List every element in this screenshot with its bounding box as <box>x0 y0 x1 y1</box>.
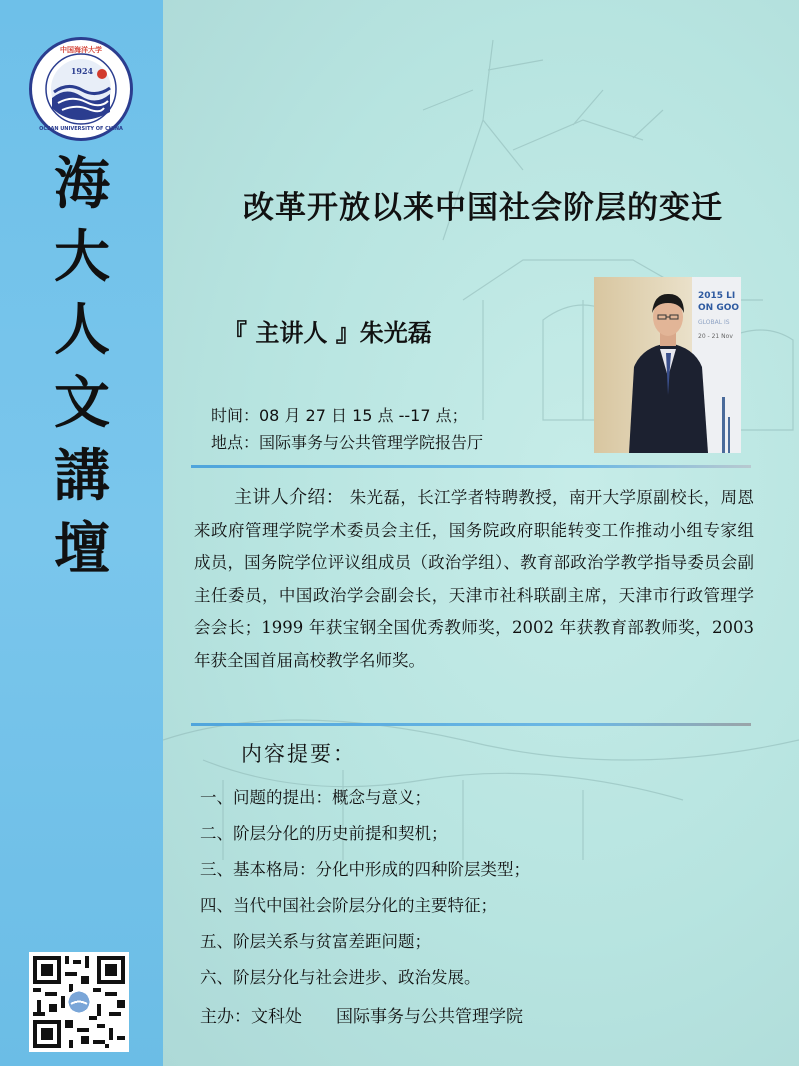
logo-arc-text: 中国海洋大学 <box>60 46 102 54</box>
intro-label: 主讲人介绍： <box>234 487 345 508</box>
speaker-name: 『 主讲人 』朱光磊 <box>223 318 432 347</box>
vertical-char: 壇 <box>54 516 110 582</box>
organizer-label: 主办：文科处 <box>200 1007 302 1027</box>
organizer-second: 国际事务与公共管理学院 <box>336 1007 523 1027</box>
vertical-char: 講 <box>54 443 110 509</box>
speaker-photo <box>594 277 741 453</box>
photo-banner-line4: 20 - 21 Nov <box>698 333 733 340</box>
outline-item: 一、问题的提出：概念与意义； <box>200 788 431 807</box>
event-place: 地点：国际事务与公共管理学院报告厅 <box>211 433 484 452</box>
outline-item: 四、当代中国社会阶层分化的主要特征； <box>200 896 497 915</box>
vertical-char: 大 <box>54 224 110 290</box>
organizer <box>200 1002 523 1027</box>
logo-english-text: OCEAN UNIVERSITY OF CHINA <box>39 126 123 132</box>
speaker-intro <box>194 482 754 677</box>
sidebar <box>0 0 163 1066</box>
outline-item: 三、基本格局：分化中形成的四种阶层类型； <box>200 860 530 879</box>
vertical-char: 海 <box>54 151 110 217</box>
outline-item: 六、阶层分化与社会进步、政治发展。 <box>200 968 481 987</box>
outline-title: 内容提要： <box>241 742 356 766</box>
qr-code-icon <box>29 952 129 1052</box>
photo-banner-line1: 2015 LI <box>698 291 736 301</box>
outline-list <box>200 785 530 1001</box>
logo-year: 1924 <box>70 66 94 76</box>
main-panel <box>163 0 799 1066</box>
speaker-figure-icon <box>594 277 741 453</box>
divider <box>191 465 751 468</box>
event-info <box>211 402 483 456</box>
event-time: 时间：08 月 27 日 15 点 --17 点； <box>211 406 468 425</box>
vertical-char: 人 <box>54 297 110 363</box>
photo-banner-line2: ON GOO <box>698 303 740 313</box>
outline-item: 五、阶层关系与贫富差距问题； <box>200 932 431 951</box>
vertical-char: 文 <box>54 370 110 436</box>
divider <box>191 723 751 726</box>
photo-banner-line3: GLOBAL IS <box>698 319 730 326</box>
lecture-title: 改革开放以来中国社会阶层的变迁 <box>243 190 723 226</box>
qr-code[interactable] <box>29 952 129 1052</box>
intro-text: 朱光磊，长江学者特聘教授，南开大学原副校长，周恩来政府管理学院学术委员会主任，国务院政府职能转变工作推动小组专家组成员，国务院学位评议组成员（政治学组）、教育部政治学教学指导委员会副主任委员，中国政治学会副会长，天津市社科联副主席，天津市行政管理学会会长；1999 年获宝钢全国优秀教师奖，2002 年获教育部教师奖，2003 年获全国首届高校教学名师奖。 <box>194 488 755 670</box>
university-logo <box>29 37 133 141</box>
vertical-title <box>42 148 122 586</box>
outline-item: 二、阶层分化的历史前提和契机； <box>200 824 448 843</box>
